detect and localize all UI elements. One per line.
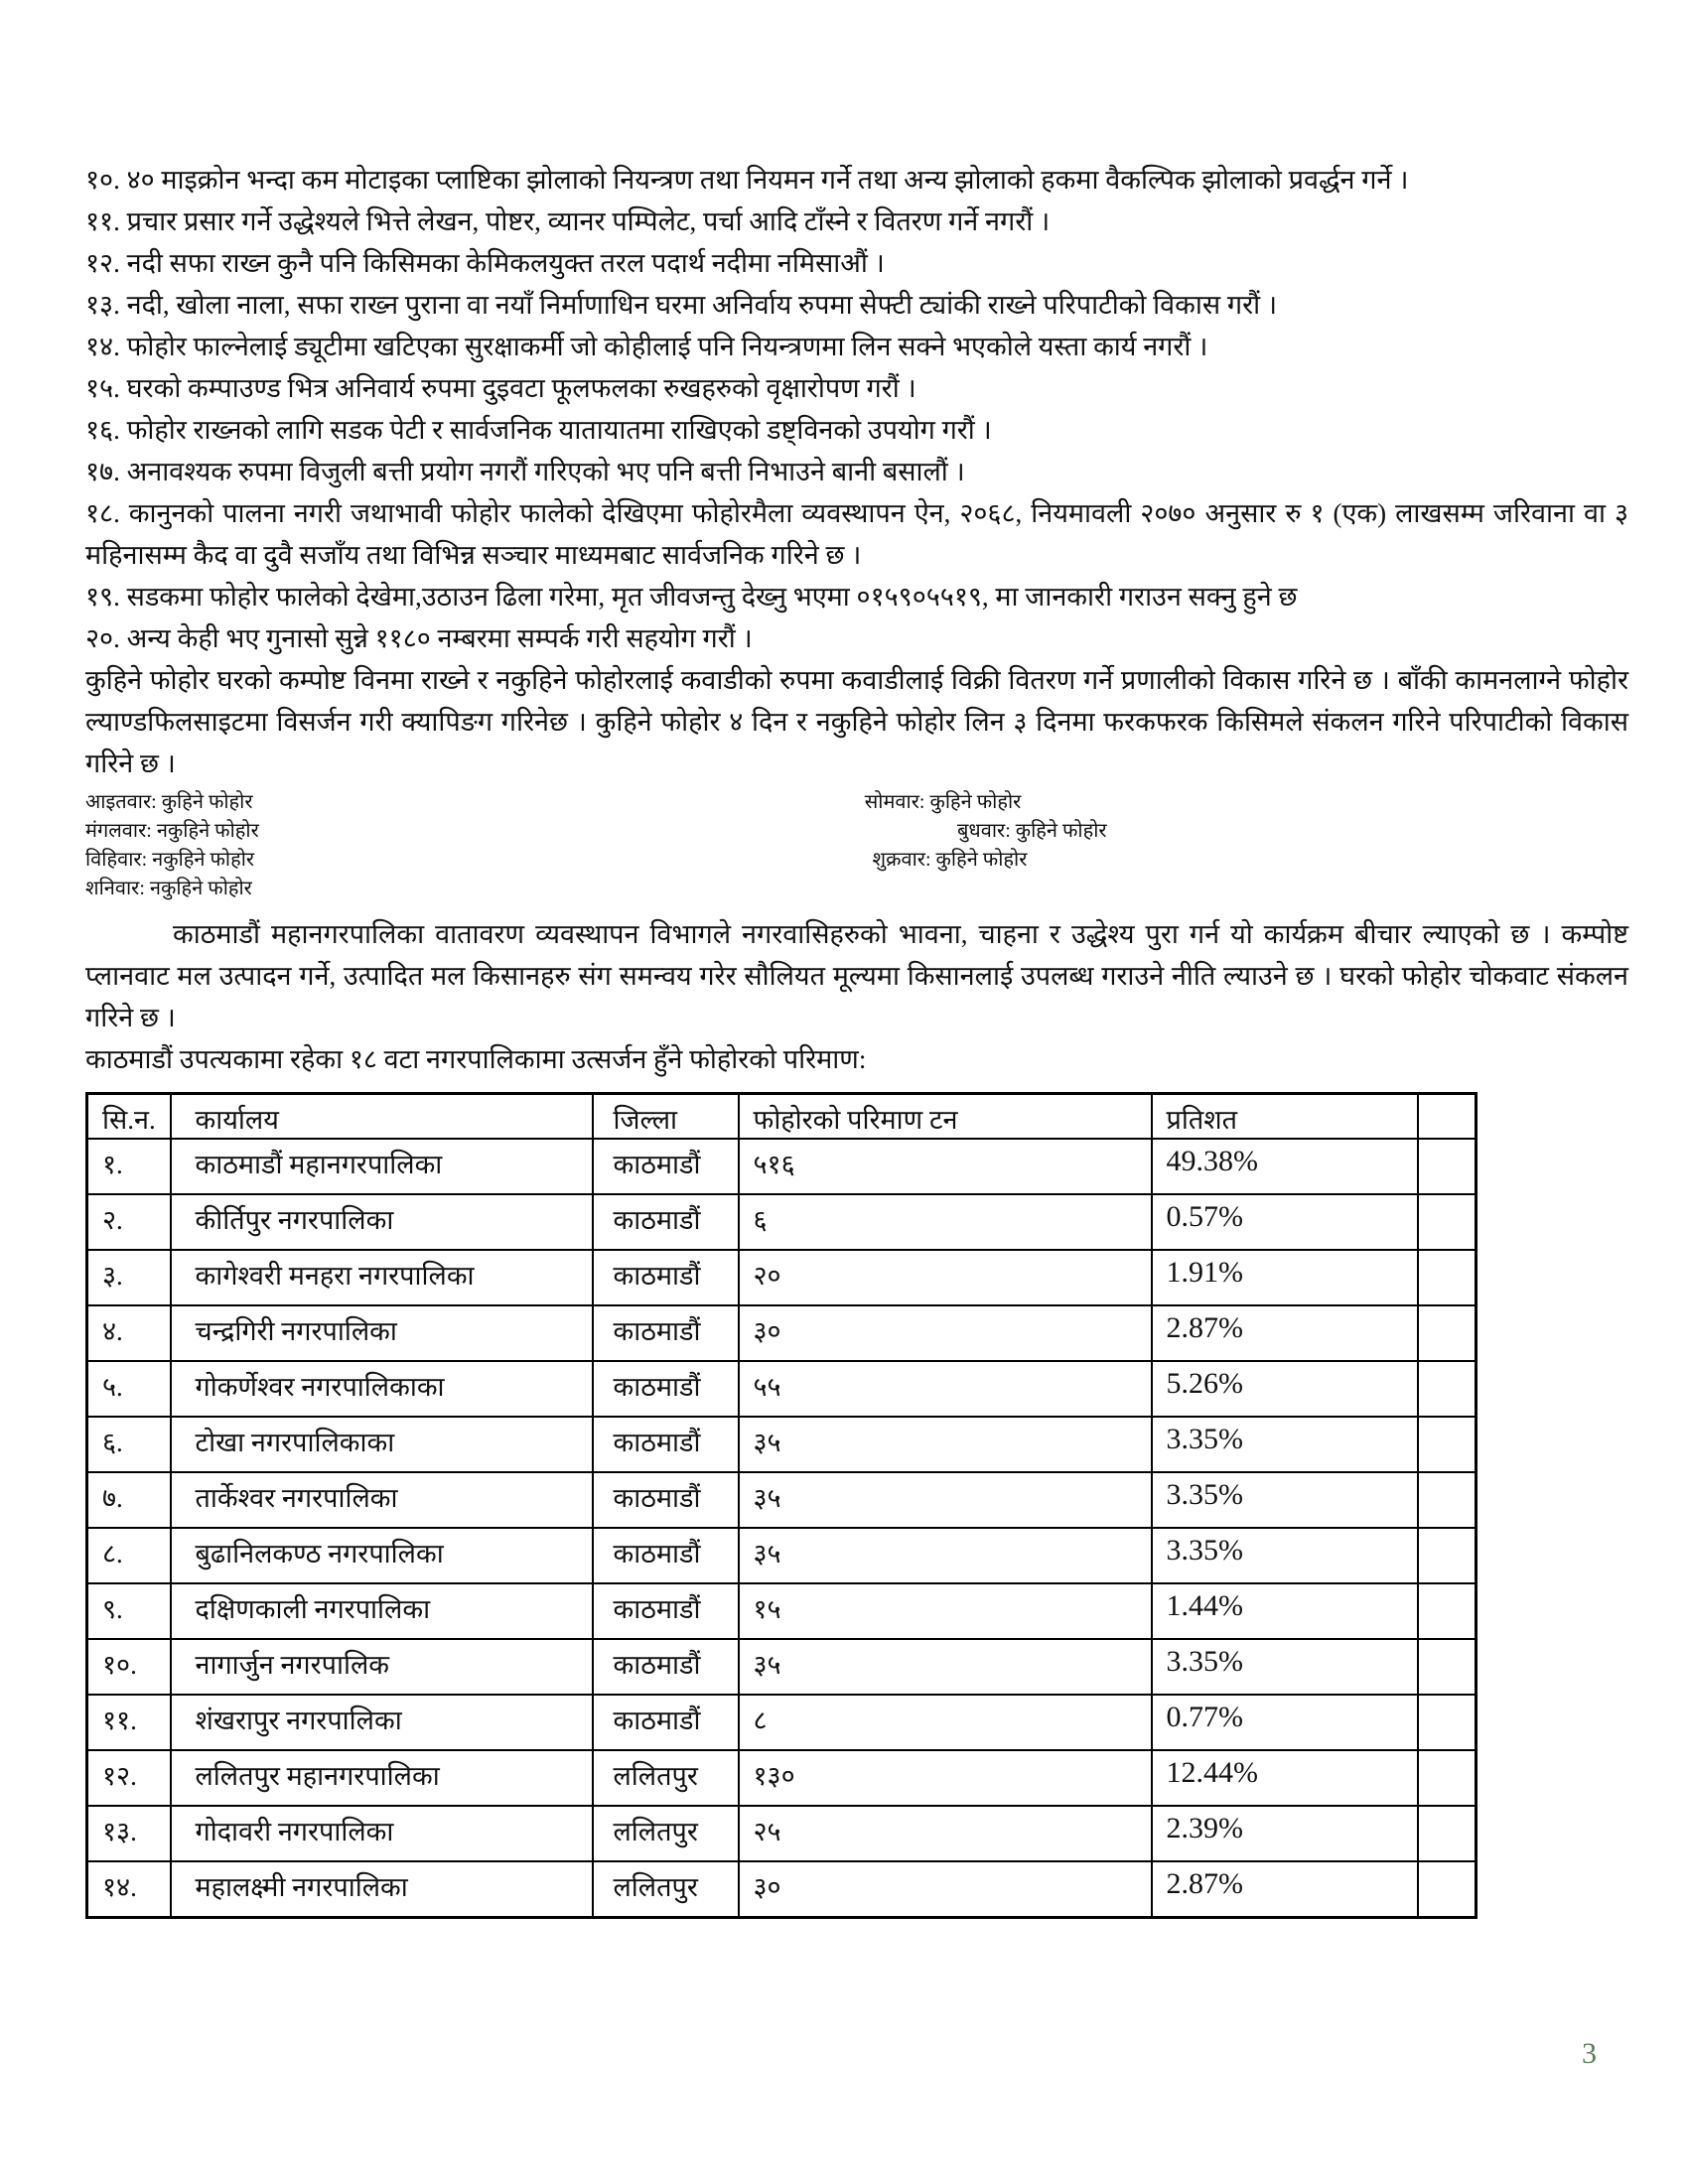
table-row xyxy=(87,1417,1477,1472)
percent-cell: 2.87% xyxy=(1152,1861,1418,1918)
serial-cell: ९. xyxy=(87,1583,171,1639)
list-item-20: २०. अन्य केही भए गुनासो सुन्ने ११८० नम्बरमा सम्पर्क गरी सहयोग गरौं । xyxy=(85,623,753,653)
amount-cell: ८ xyxy=(739,1695,1152,1750)
schedule-day-left: विहिवार: नकुहिने फोहोर xyxy=(85,849,255,871)
empty-cell xyxy=(1418,1417,1477,1472)
amount-cell: ३० xyxy=(739,1305,1152,1361)
office-cell: टोखा नगरपालिकाका xyxy=(171,1417,593,1472)
empty-cell xyxy=(1418,1250,1477,1305)
amount-cell: ३० xyxy=(739,1861,1152,1918)
empty-cell xyxy=(1418,1194,1477,1250)
amount-cell: २५ xyxy=(739,1806,1152,1861)
table-row xyxy=(87,1750,1477,1806)
empty-cell xyxy=(1418,1750,1477,1806)
amount-cell: ३५ xyxy=(739,1528,1152,1583)
percent-cell: 3.35% xyxy=(1152,1417,1418,1472)
empty-cell xyxy=(1418,1139,1477,1194)
amount-cell: ५५ xyxy=(739,1361,1152,1417)
schedule-row xyxy=(85,788,1628,817)
serial-cell: १३. xyxy=(87,1806,171,1861)
percent-cell: 49.38% xyxy=(1152,1139,1418,1194)
table-row xyxy=(87,1361,1477,1417)
district-cell: ललितपुर xyxy=(593,1861,739,1918)
list-item-19: १९. सडकमा फोहोर फालेको देखेमा,उठाउन ढिला गरेमा, मृत जीवजन्तु देख्नु भएमा ०१५९०५५१९, मा जानकारी गराउन सक्नु हुने छ xyxy=(85,582,1298,612)
office-cell: महालक्ष्मी नगरपालिका xyxy=(171,1861,593,1918)
district-cell: काठमाडौं xyxy=(593,1472,739,1528)
district-cell: काठमाडौं xyxy=(593,1361,739,1417)
table-row xyxy=(87,1806,1477,1861)
office-cell: बुढानिलकण्ठ नगरपालिका xyxy=(171,1528,593,1583)
list-item-15: १५. घरको कम्पाउण्ड भित्र अनिवार्य रुपमा दुइवटा फूलफलका रुखहरुको वृक्षारोपण गरौं । xyxy=(85,373,916,403)
district-cell: काठमाडौं xyxy=(593,1250,739,1305)
pickup-schedule xyxy=(85,788,1628,903)
col-header-district: जिल्ला xyxy=(593,1094,739,1140)
empty-cell xyxy=(1418,1361,1477,1417)
district-cell: काठमाडौं xyxy=(593,1305,739,1361)
schedule-day-left: मंगलवार: नकुहिने फोहोर xyxy=(85,820,259,842)
table-row xyxy=(87,1583,1477,1639)
table-row xyxy=(87,1695,1477,1750)
office-cell: कागेश्वरी मनहरा नगरपालिका xyxy=(171,1250,593,1305)
col-header-office: कार्यालय xyxy=(171,1094,593,1140)
table-row xyxy=(87,1639,1477,1695)
amount-cell: ३५ xyxy=(739,1417,1152,1472)
schedule-day-left: आइतवार: कुहिने फोहोर xyxy=(85,791,253,813)
serial-cell: १४. xyxy=(87,1861,171,1918)
office-cell: दक्षिणकाली नगरपालिका xyxy=(171,1583,593,1639)
office-cell: ललितपुर महानगरपालिका xyxy=(171,1750,593,1806)
header-row xyxy=(87,1094,1477,1140)
empty-cell xyxy=(1418,1806,1477,1861)
table-row xyxy=(87,1305,1477,1361)
table-row xyxy=(87,1861,1477,1918)
schedule-day-right: शुक्रवार: कुहिने फोहोर xyxy=(872,849,1028,871)
serial-cell: १०. xyxy=(87,1639,171,1695)
serial-cell: ८. xyxy=(87,1528,171,1583)
list-item-14: १४. फोहोर फाल्नेलाई ड्यूटीमा खटिएका सुरक्षाकर्मी जो कोहीलाई पनि नियन्त्रणमा लिन सक्ने भएकोले यस्ता कार्य नगरौं । xyxy=(85,332,1208,361)
serial-cell: ५. xyxy=(87,1361,171,1417)
collection-paragraph: कुहिने फोहोर घरको कम्पोष्ट विनमा राख्ने र नकुहिने फोहोरलाई कवाडीको रुपमा कवाडीलाई विक्री वितरण गर्ने प्रणालीको विकास गरिने छ । बाँकी कामनलाग्ने फोहोर ल्याण्डफिलसाइटमा विसर्जन गरी क्यापिङग गरिनेछ । कुहिने फोहोर ४ दिन र नकुहिने फोहोर लिन ३ दिनमा फरकफरक किसिमले संकलन गरिने परिपाटीको विकास गरिने छ । xyxy=(85,665,1628,778)
schedule-row xyxy=(85,817,1628,846)
list-item-12: १२. नदी सफा राख्न कुनै पनि किसिमका केमिकलयुक्त तरल पदार्थ नदीमा नमिसाऔं । xyxy=(85,248,885,278)
col-header-percent: प्रतिशत xyxy=(1152,1094,1418,1140)
waste-table-header xyxy=(87,1094,1477,1140)
schedule-row xyxy=(85,846,1628,875)
serial-cell: १. xyxy=(87,1139,171,1194)
percent-cell: 3.35% xyxy=(1152,1472,1418,1528)
serial-cell: ११. xyxy=(87,1695,171,1750)
office-cell: तार्केश्वर नगरपालिका xyxy=(171,1472,593,1528)
table-row xyxy=(87,1472,1477,1528)
schedule-day-right: बुधवार: कुहिने फोहोर xyxy=(957,820,1107,842)
serial-cell: ७. xyxy=(87,1472,171,1528)
serial-cell: ३. xyxy=(87,1250,171,1305)
list-item-10: १०. ४० माइक्रोन भन्दा कम मोटाइका प्लाष्टिका झोलाको नियन्त्रण तथा नियमन गर्ने तथा अन्य झोलाको हकमा वैकल्पिक झोलाको प्रवर्द्धन गर्ने । xyxy=(85,165,1409,195)
district-cell: काठमाडौं xyxy=(593,1695,739,1750)
document-content xyxy=(85,159,1628,1919)
table-row xyxy=(87,1528,1477,1583)
schedule-day-left: शनिवार: नकुहिने फोहोर xyxy=(85,878,252,899)
district-cell: काठमाडौं xyxy=(593,1639,739,1695)
empty-cell xyxy=(1418,1472,1477,1528)
percent-cell: 1.44% xyxy=(1152,1583,1418,1639)
serial-cell: ६. xyxy=(87,1417,171,1472)
district-cell: काठमाडौं xyxy=(593,1194,739,1250)
empty-cell xyxy=(1418,1305,1477,1361)
percent-cell: 3.35% xyxy=(1152,1639,1418,1695)
waste-table-body xyxy=(87,1139,1477,1918)
percent-cell: 12.44% xyxy=(1152,1750,1418,1806)
serial-cell: १२. xyxy=(87,1750,171,1806)
amount-cell: १५ xyxy=(739,1583,1152,1639)
district-cell: ललितपुर xyxy=(593,1806,739,1861)
amount-cell: ६ xyxy=(739,1194,1152,1250)
empty-cell xyxy=(1418,1861,1477,1918)
amount-cell: ५१६ xyxy=(739,1139,1152,1194)
list-item-17: १७. अनावश्यक रुपमा विजुली बत्ती प्रयोग नगरौं गरिएको भए पनि बत्ती निभाउने बानी बसालौं । xyxy=(85,457,965,486)
district-cell: काठमाडौं xyxy=(593,1139,739,1194)
office-cell: काठमाडौं महानगरपालिका xyxy=(171,1139,593,1194)
office-cell: नागार्जुन नगरपालिक xyxy=(171,1639,593,1695)
schedule-day-right: सोमवार: कुहिने फोहोर xyxy=(864,791,1022,813)
office-cell: गोदावरी नगरपालिका xyxy=(171,1806,593,1861)
empty-cell xyxy=(1418,1583,1477,1639)
district-cell: काठमाडौं xyxy=(593,1528,739,1583)
col-header-serial: सि.न. xyxy=(87,1094,171,1140)
district-cell: काठमाडौं xyxy=(593,1417,739,1472)
percent-cell: 0.57% xyxy=(1152,1194,1418,1250)
office-cell: शंखरापुर नगरपालिका xyxy=(171,1695,593,1750)
district-cell: ललितपुर xyxy=(593,1750,739,1806)
program-paragraph: काठमाडौं महानगरपालिका वातावरण व्यवस्थापन विभागले नगरवासिहरुको भावना, चाहना र उद्धेश्य पुरा गर्न यो कार्यक्रम बीचार ल्याएको छ । कम्पोष्ट प्लानवाट मल उत्पादन गर्ने, उत्पादित मल किसानहरु संग समन्वय गरेर सौलियत मूल्यमा किसानलाई उपलब्ध गराउने नीति ल्याउने छ । घरको फोहोर चोकवाट संकलन गरिने छ । xyxy=(85,919,1628,1032)
serial-cell: ४. xyxy=(87,1305,171,1361)
empty-cell xyxy=(1418,1528,1477,1583)
amount-cell: २० xyxy=(739,1250,1152,1305)
office-cell: कीर्तिपुर नगरपालिका xyxy=(171,1194,593,1250)
percent-cell: 2.39% xyxy=(1152,1806,1418,1861)
table-intro: काठमाडौं उपत्यकामा रहेका १८ वटा नगरपालिकामा उत्सर्जन हुँने फोहोरको परिमाण: xyxy=(85,1044,867,1074)
page-number: 3 xyxy=(1582,2037,1597,2070)
percent-cell: 5.26% xyxy=(1152,1361,1418,1417)
empty-cell xyxy=(1418,1639,1477,1695)
waste-table xyxy=(85,1092,1477,1919)
percent-cell: 1.91% xyxy=(1152,1250,1418,1305)
list-item-11: ११. प्रचार प्रसार गर्ने उद्धेश्यले भित्ते लेखन, पोष्टर, व्यानर पम्पिलेट, पर्चा आदि टाँस्ने र वितरण गर्ने नगरौं । xyxy=(85,206,1051,236)
amount-cell: ३५ xyxy=(739,1639,1152,1695)
table-row xyxy=(87,1194,1477,1250)
list-item-13: १३. नदी, खोला नाला, सफा राख्न पुराना वा नयाँ निर्माणाधिन घरमा अनिर्वाय रुपमा सेफ्टी ट्यांकी राख्ने परिपाटीको विकास गरौं । xyxy=(85,290,1278,320)
percent-cell: 2.87% xyxy=(1152,1305,1418,1361)
office-cell: गोकर्णेश्वर नगरपालिकाका xyxy=(171,1361,593,1417)
schedule-row xyxy=(85,875,1628,903)
district-cell: काठमाडौं xyxy=(593,1583,739,1639)
percent-cell: 3.35% xyxy=(1152,1528,1418,1583)
table-row xyxy=(87,1139,1477,1194)
percent-cell: 0.77% xyxy=(1152,1695,1418,1750)
table-row xyxy=(87,1250,1477,1305)
col-header-empty xyxy=(1418,1094,1477,1140)
empty-cell xyxy=(1418,1695,1477,1750)
list-item-18: १८. कानुनको पालना नगरी जथाभावी फोहोर फालेको देखिएमा फोहोरमैला व्यवस्थापन ऐन, २०६८, नियमावली २०७० अनुसार रु १ (एक) लाखसम्म जरिवाना वा ३ महिनासम्म कैद वा दुवै सजाँय तथा विभिन्न सञ्चार माध्यमबाट सार्वजनिक गरिने छ । xyxy=(85,498,1628,570)
list-item-16: १६. फोहोर राख्नको लागि सडक पेटी र सार्वजनिक यातायातमा राखिएको डष्ट्विनको उपयोग गरौं । xyxy=(85,415,992,445)
amount-cell: १३० xyxy=(739,1750,1152,1806)
serial-cell: २. xyxy=(87,1194,171,1250)
amount-cell: ३५ xyxy=(739,1472,1152,1528)
office-cell: चन्द्रगिरी नगरपालिका xyxy=(171,1305,593,1361)
col-header-amount: फोहोरको परिमाण टन xyxy=(739,1094,1152,1140)
